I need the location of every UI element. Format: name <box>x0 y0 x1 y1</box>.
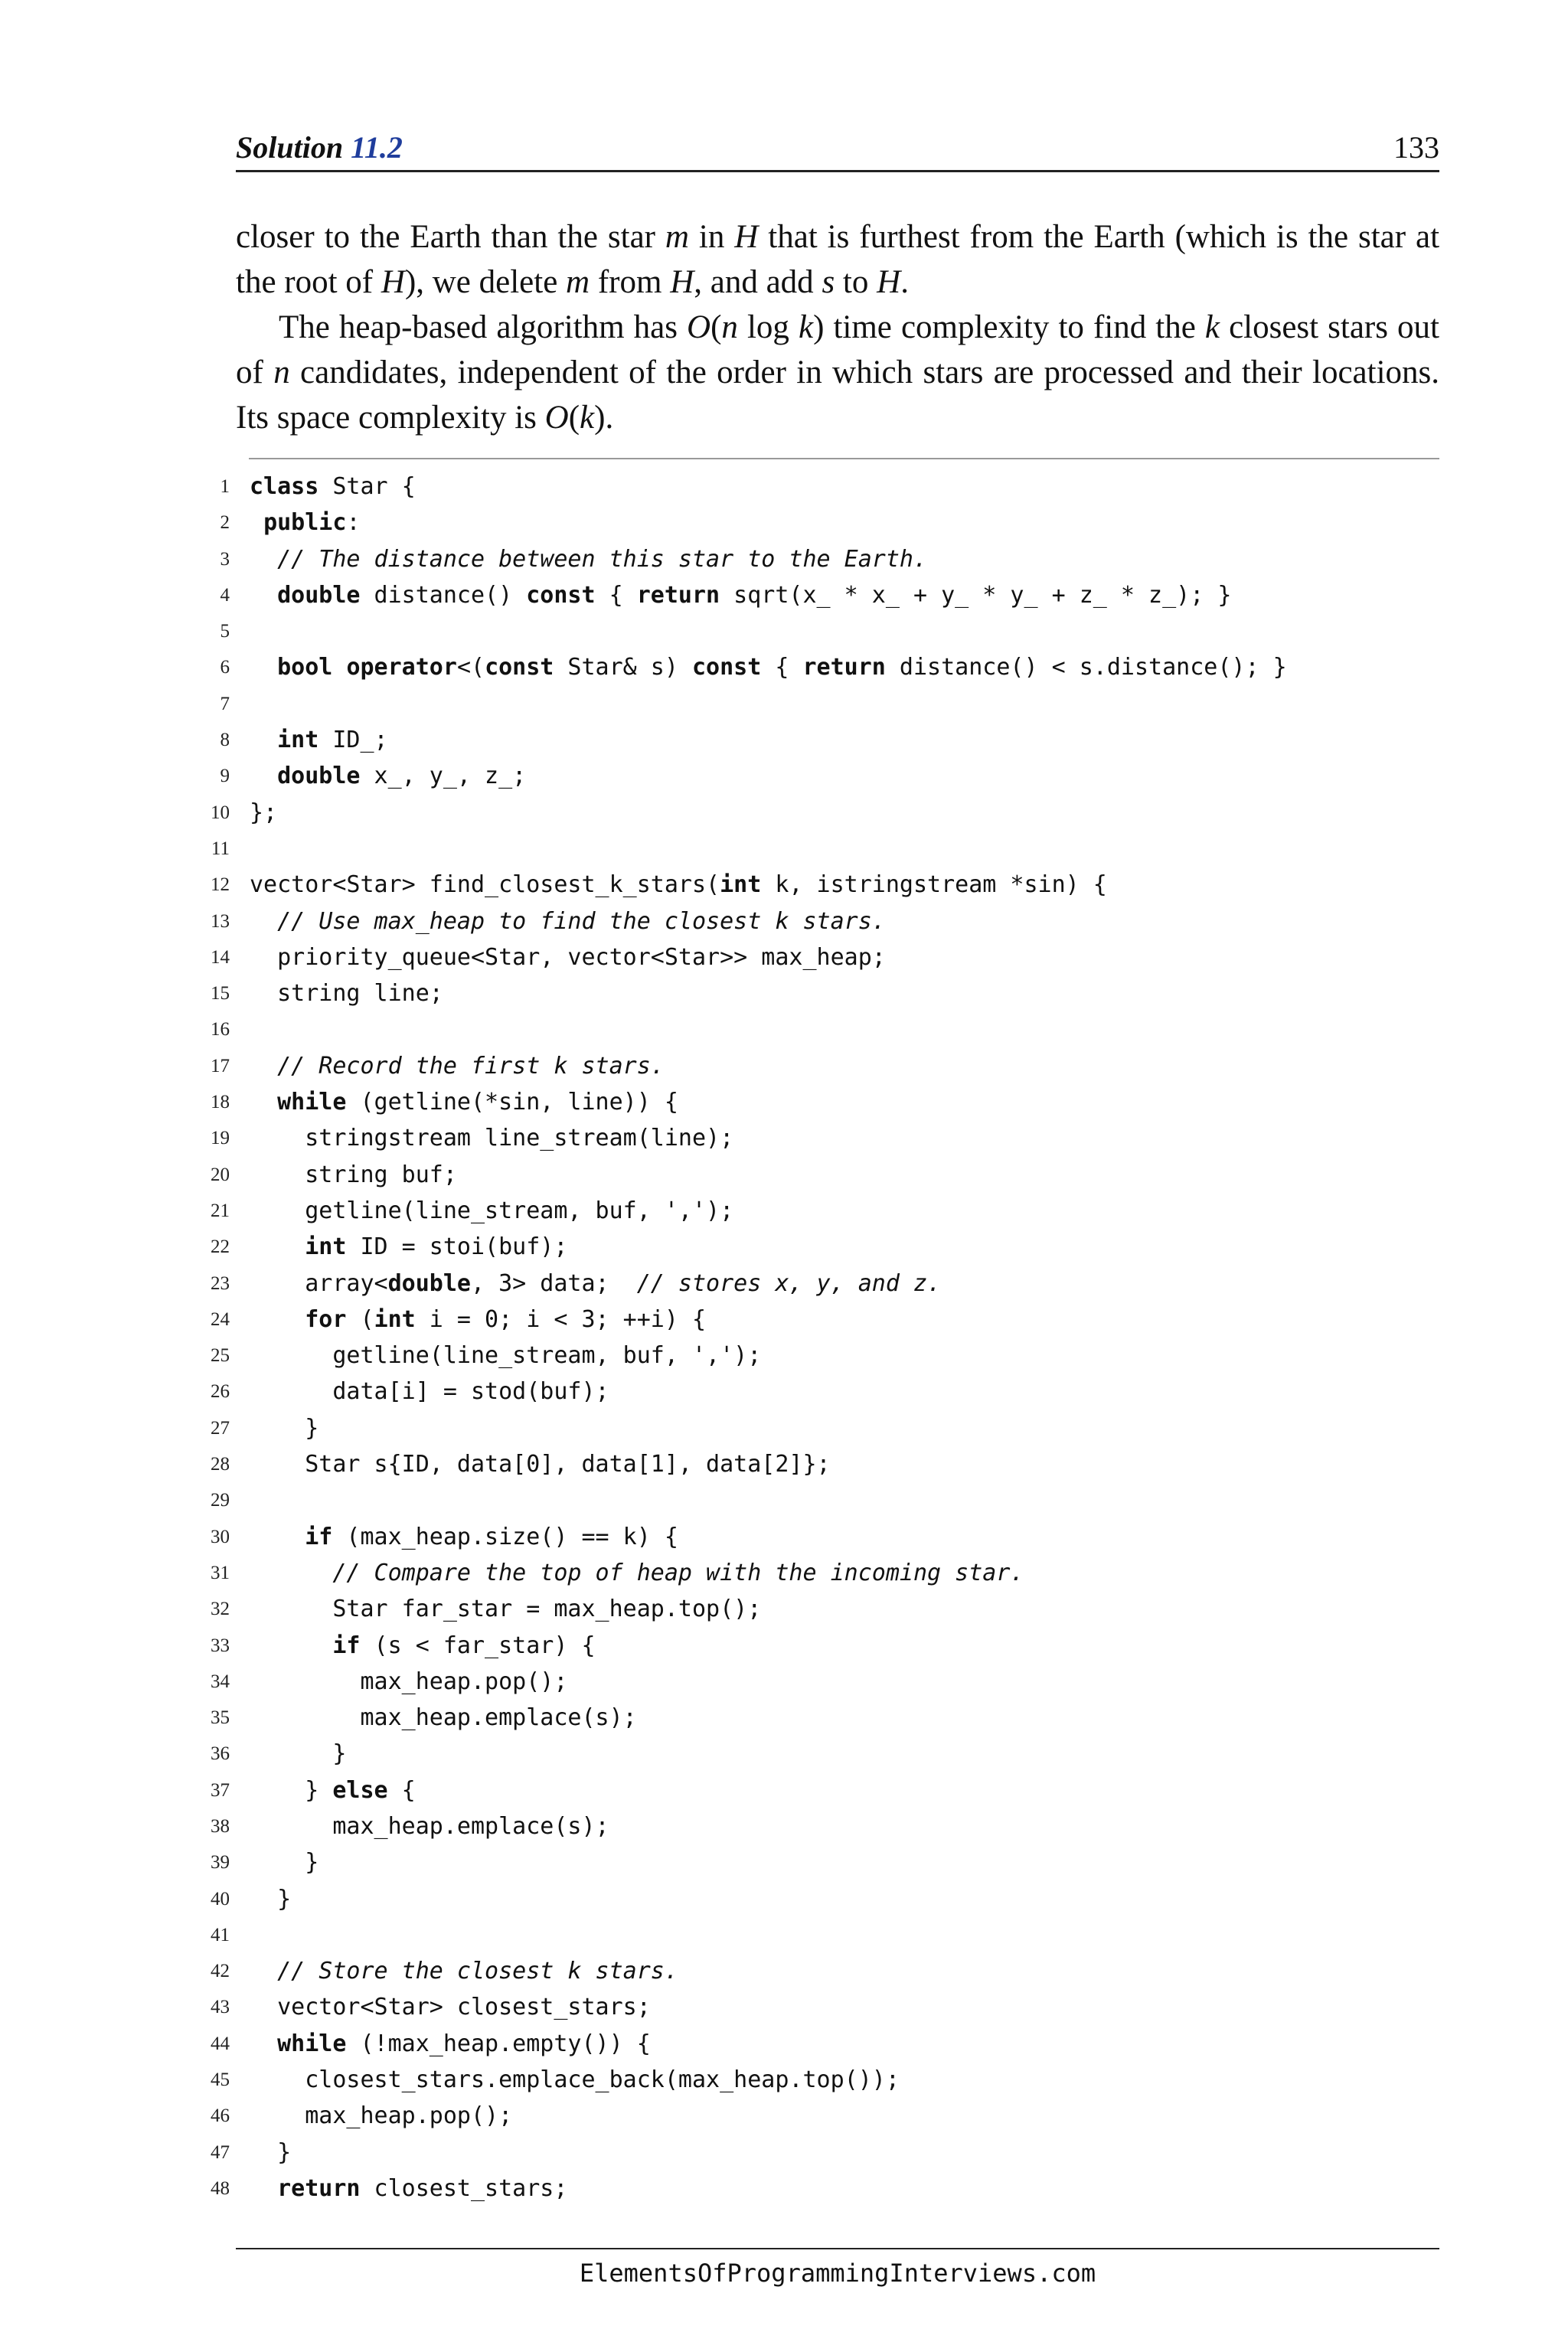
code-text: max_heap.pop(); <box>250 2102 513 2130</box>
line-number: 12 <box>211 874 230 896</box>
code-text: } else { <box>250 1776 416 1804</box>
line-number: 13 <box>211 910 230 932</box>
line-number: 37 <box>211 1779 230 1801</box>
code-line <box>207 2135 1447 2171</box>
code-text: vector<Star> find_closest_k_stars(int k, istringstream *sin) { <box>250 871 1107 899</box>
code-line <box>207 1482 1447 1518</box>
line-number: 32 <box>211 1599 230 1620</box>
code-text: // Use max_heap to find the closest k stars. <box>277 907 886 935</box>
line-number: 38 <box>211 1815 230 1837</box>
code-text: priority_queue<Star, vector<Star>> max_heap; <box>250 943 886 971</box>
code-text: max_heap.pop(); <box>250 1668 568 1695</box>
running-header <box>236 127 1439 172</box>
line-number: 28 <box>211 1454 230 1475</box>
code-text: class Star { <box>250 473 416 500</box>
code-text: // Store the closest k stars. <box>277 1958 678 1985</box>
line-number: 36 <box>211 1743 230 1765</box>
code-line <box>207 577 1447 613</box>
code-top-rule <box>249 458 1439 459</box>
code-text: closest_stars.emplace_back(max_heap.top()); <box>250 2066 900 2094</box>
line-number: 39 <box>211 1852 230 1873</box>
code-text: while (!max_heap.empty()) { <box>277 2030 651 2057</box>
code-line <box>207 795 1447 831</box>
code-line <box>207 2098 1447 2134</box>
code-text: int ID_; <box>277 727 388 754</box>
code-text: // Compare the top of heap with the incoming star. <box>332 1559 1024 1586</box>
line-number: 41 <box>211 1924 230 1945</box>
line-number: 24 <box>211 1308 230 1330</box>
code-line <box>207 903 1447 939</box>
line-number: 29 <box>211 1490 230 1511</box>
line-number: 9 <box>220 766 230 787</box>
code-text: if (s < far_star) { <box>332 1632 596 1659</box>
code-text: max_heap.emplace(s); <box>250 1812 609 1840</box>
section-label: Solution 11.2 <box>236 130 403 165</box>
code-line <box>207 1664 1447 1700</box>
code-line <box>207 1302 1447 1338</box>
code-listing <box>207 469 1447 2207</box>
line-number: 33 <box>211 1635 230 1656</box>
line-number: 10 <box>211 802 230 823</box>
page-number: 133 <box>1393 130 1439 165</box>
line-number: 2 <box>220 512 230 534</box>
solution-ref-link[interactable]: 11.2 <box>351 130 403 165</box>
code-text: int ID = stoi(buf); <box>305 1233 568 1261</box>
code-text: max_heap.emplace(s); <box>250 1704 637 1732</box>
code-text: Star far_star = max_heap.top(); <box>250 1596 762 1623</box>
line-number: 35 <box>211 1707 230 1729</box>
code-text: } <box>250 1849 319 1877</box>
code-line <box>207 2171 1447 2207</box>
line-number: 17 <box>211 1055 230 1076</box>
code-line <box>207 2062 1447 2098</box>
code-line <box>207 758 1447 794</box>
code-line <box>207 1266 1447 1302</box>
code-line <box>207 1808 1447 1844</box>
code-line <box>207 1953 1447 1989</box>
line-number: 16 <box>211 1019 230 1040</box>
code-text: public: <box>263 509 361 537</box>
line-number: 27 <box>211 1417 230 1439</box>
code-text: }; <box>250 799 278 826</box>
code-text: } <box>250 1414 319 1442</box>
code-text: } <box>250 1885 292 1913</box>
code-text: getline(line_stream, buf, ','); <box>250 1342 762 1370</box>
line-number: 42 <box>211 1961 230 1982</box>
code-text: if (max_heap.size() == k) { <box>305 1523 678 1550</box>
code-text: array<double, 3> data; // stores x, y, and z. <box>250 1269 942 1297</box>
line-number: 20 <box>211 1164 230 1185</box>
code-line <box>207 1844 1447 1880</box>
code-line <box>207 1048 1447 1084</box>
line-number: 14 <box>211 946 230 968</box>
code-line <box>207 1157 1447 1193</box>
code-line <box>207 469 1447 505</box>
code-text: stringstream line_stream(line); <box>250 1125 734 1152</box>
code-line <box>207 975 1447 1011</box>
code-line <box>207 1700 1447 1736</box>
line-number: 8 <box>220 730 230 751</box>
code-text: for (int i = 0; i < 3; ++i) { <box>305 1305 707 1333</box>
code-line <box>207 505 1447 541</box>
code-line <box>207 686 1447 722</box>
code-text: double x_, y_, z_; <box>277 763 527 790</box>
line-number: 47 <box>211 2141 230 2163</box>
footer-rule <box>236 2248 1439 2249</box>
code-line <box>207 831 1447 867</box>
code-text: } <box>250 1740 347 1768</box>
paragraph-1: closer to the Earth than the star m in H that is furthest from the Earth (which is the star at the root of H), we delete m from H, and add s to H. <box>236 219 1440 300</box>
code-line <box>207 2026 1447 2062</box>
code-line <box>207 1736 1447 1772</box>
code-line <box>207 1446 1447 1482</box>
line-number: 43 <box>211 1997 230 2018</box>
code-text: string buf; <box>250 1161 457 1188</box>
code-line <box>207 1772 1447 1808</box>
code-text: // The distance between this star to the Earth. <box>277 545 928 573</box>
code-line <box>207 1989 1447 2025</box>
line-number: 15 <box>211 983 230 1004</box>
line-number: 5 <box>220 621 230 642</box>
line-number: 44 <box>211 2033 230 2054</box>
line-number: 6 <box>220 657 230 678</box>
code-line <box>207 613 1447 649</box>
line-number: 1 <box>220 476 230 497</box>
line-number: 4 <box>220 584 230 606</box>
code-line <box>207 1555 1447 1591</box>
line-number: 48 <box>211 2177 230 2199</box>
code-line <box>207 1410 1447 1446</box>
line-number: 31 <box>211 1562 230 1583</box>
line-number: 40 <box>211 1888 230 1909</box>
code-line <box>207 1120 1447 1156</box>
code-line <box>207 1374 1447 1410</box>
code-line <box>207 649 1447 685</box>
code-text: data[i] = stod(buf); <box>250 1378 609 1406</box>
code-text: // Record the first k stars. <box>277 1052 665 1080</box>
code-line <box>207 1917 1447 1953</box>
code-line <box>207 1519 1447 1555</box>
code-text: } <box>250 2138 292 2166</box>
code-line <box>207 541 1447 577</box>
code-line <box>207 939 1447 975</box>
line-number: 3 <box>220 548 230 570</box>
line-number: 21 <box>211 1200 230 1221</box>
code-line <box>207 1881 1447 1917</box>
line-number: 18 <box>211 1092 230 1113</box>
line-number: 30 <box>211 1526 230 1547</box>
code-line <box>207 1011 1447 1047</box>
line-number: 11 <box>211 838 230 859</box>
code-text: string line; <box>250 980 443 1008</box>
code-text: while (getline(*sin, line)) { <box>277 1089 678 1116</box>
code-line <box>207 1229 1447 1265</box>
code-line <box>207 1084 1447 1120</box>
code-line <box>207 722 1447 758</box>
line-number: 26 <box>211 1381 230 1403</box>
code-text: getline(line_stream, buf, ','); <box>250 1197 734 1224</box>
line-number: 34 <box>211 1671 230 1692</box>
code-text: return closest_stars; <box>277 2174 568 2202</box>
body-text <box>236 214 1439 440</box>
footer-site: ElementsOfProgrammingInterviews.com <box>579 2259 1096 2288</box>
line-number: 22 <box>211 1236 230 1258</box>
line-number: 45 <box>211 2069 230 2091</box>
code-text: bool operator<(const Star& s) const { return distance() < s.distance(); } <box>277 654 1287 681</box>
line-number: 19 <box>211 1128 230 1149</box>
code-text: Star s{ID, data[0], data[1], data[2]}; <box>250 1451 831 1478</box>
code-line <box>207 1193 1447 1229</box>
code-text: vector<Star> closest_stars; <box>250 1994 651 2021</box>
paragraph-2: The heap-based algorithm has O(n log k) time complexity to find the k closest stars out of n candidates, independent of the order in which stars are processed and their locations. Its space complexity is O(k). <box>236 309 1439 436</box>
line-number: 46 <box>211 2105 230 2127</box>
code-line <box>207 1338 1447 1374</box>
code-line <box>207 867 1447 903</box>
line-number: 7 <box>220 693 230 714</box>
line-number: 25 <box>211 1345 230 1367</box>
code-line <box>207 1628 1447 1664</box>
code-line <box>207 1591 1447 1627</box>
code-text: double distance() const { return sqrt(x_ * x_ + y_ * y_ + z_ * z_); } <box>277 581 1232 609</box>
line-number: 23 <box>211 1272 230 1294</box>
